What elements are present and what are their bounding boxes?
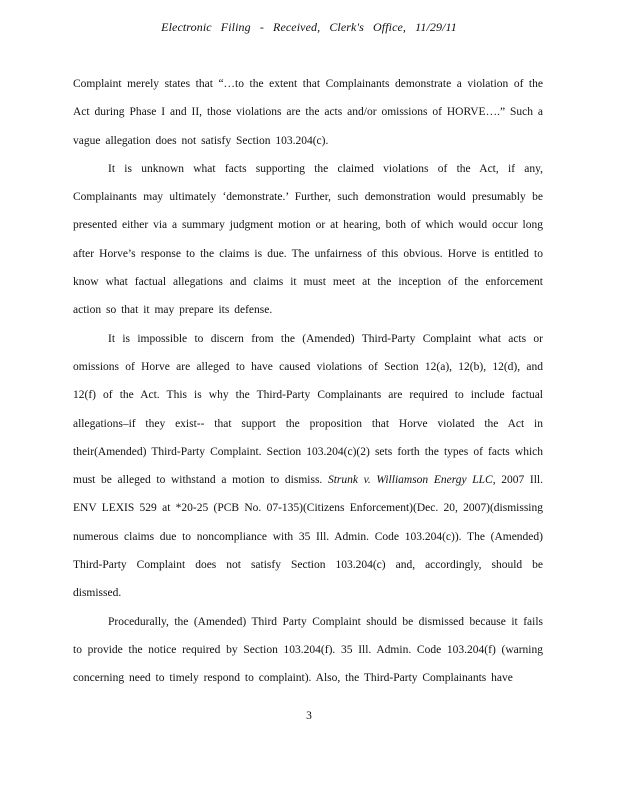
paragraph-3 — [73, 325, 543, 608]
paragraph-3-after-citation: , 2007 Ill. ENV LEXIS 529 at *20-25 (PCB No. 07-135)(Citizens Enforcement)(Dec. 20, 2007)(dismissing numerous claims due to noncompliance with 35 Ill. Admin. Code 103.204(c)). The (Amended) Third-Party Complaint does not satisfy Section 103.204(c) and, accordingly, should be dismissed. — [73, 474, 543, 600]
filing-stamp-header: Electronic Filing - Received, Clerk's Office, 11/29/11 — [161, 20, 457, 34]
paragraph-2: It is unknown what facts supporting the claimed violations of the Act, if any, Complainants may ultimately ‘demonstrate.’ Further, such demonstration would presumably be presented either via a summary judgment motion or at hearing, both of which would occur long after Horve’s response to the claims is due. The unfairness of this obvious. Horve is entitled to know what factual allegations and claims it must meet at the inception of the enforcement action so that it may prepare its defense. — [73, 162, 543, 317]
paragraph-4: Procedurally, the (Amended) Third Party Complaint should be dismissed because it fails to provide the notice required by Section 103.204(f). 35 Ill. Admin. Code 103.204(f) (warning concerning need to timely respond to complaint). Also, the Third-Party Complainants have — [73, 615, 543, 685]
document-body — [73, 70, 543, 693]
case-citation: Strunk v. Williamson Energy LLC — [327, 474, 493, 487]
page-number: 3 — [306, 710, 312, 722]
paragraph-1: Complaint merely states that “…to the extent that Complainants demonstrate a violation of the Act during Phase I and II, those violations are the acts and/or omissions of HORVE….” Such a vague allegation does not satisfy Section 103.204(c). — [73, 78, 543, 147]
paragraph-3-before-citation: It is impossible to discern from the (Amended) Third-Party Complaint what acts or omissions of Horve are alleged to have caused violations of Section 12(a), 12(b), 12(d), and 12(f) of the Act. This is why the Third-Party Complainants are required to include factual allegations–if they exist-- that support the proposition that Horve violated the Act in their(Amended) Third-Party Complaint. Section 103.204(c)(2) sets forth the types of facts which must be alleged to withstand a motion to dismiss. — [73, 332, 543, 487]
